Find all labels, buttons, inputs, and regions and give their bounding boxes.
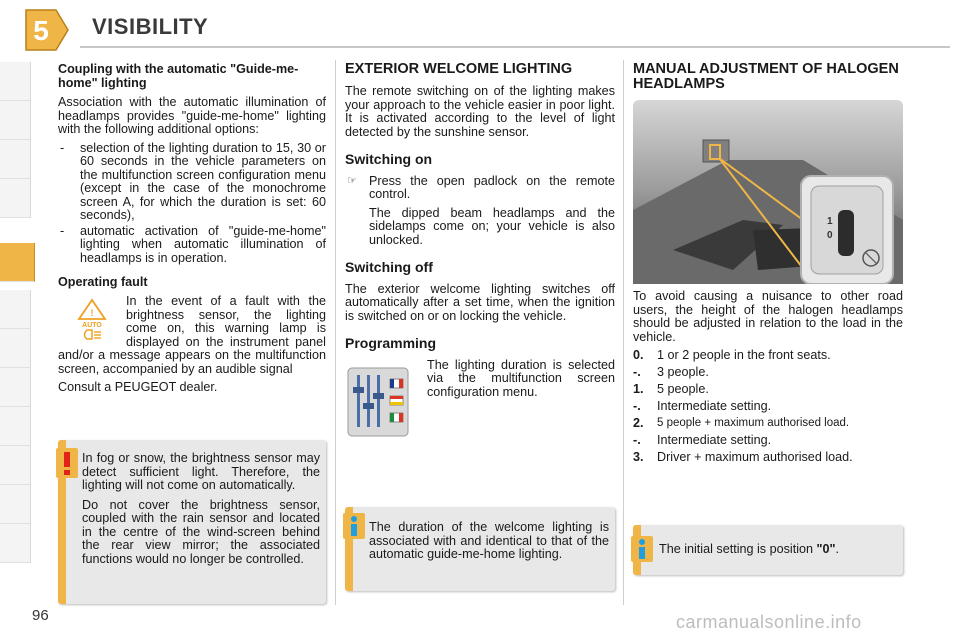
column-guide-me-home xyxy=(58,62,326,400)
consult-dealer-text: Consult a PEUGEOT dealer. xyxy=(58,380,218,394)
list-item: - selection of the lighting duration to 15, 30 or 60 seconds in the vehicle parameters on the multifunction screen configuration menu (except in the case of the monochrome screen A, for which the duration is set: 60 seconds), xyxy=(58,142,326,223)
side-tab-3[interactable] xyxy=(0,140,31,179)
exterior-welcome-intro: The remote switching on of the lighting makes your approach to the vehicle easier in poor light. It is activated according to the level of light detected by the sunshine sensor. xyxy=(345,84,615,139)
switching-on-step xyxy=(345,175,615,248)
info-icon xyxy=(631,536,653,562)
side-tab-4[interactable] xyxy=(0,179,31,218)
section-heading-programming: Programming xyxy=(345,335,437,351)
info-note-box xyxy=(345,507,615,591)
headlamp-adjustment-dial-image xyxy=(633,100,903,284)
page-number: 96 xyxy=(32,607,49,624)
svg-text:AUTO: AUTO xyxy=(82,322,102,329)
switching-off-text: The exterior welcome lighting switches off automatically after a set time, when the ignition is switched on or on locking the vehicle. xyxy=(345,281,615,323)
chapter-number: 5 xyxy=(33,15,49,46)
warning-exclamation-icon xyxy=(56,448,78,478)
page-title: VISIBILITY xyxy=(92,14,209,39)
list-item: 2. 5 people + maximum authorised load. xyxy=(633,416,850,430)
operating-fault-text: In the event of a fault with the brightness sensor, the lighting come on, this warning lamp is displayed on the instrument panel and/or a message appears on the multifunction screen, accompanied by an audible signal xyxy=(58,294,326,376)
list-item: - automatic activation of "guide-me-home" lighting when automatic illumination of headlamps is in operation. xyxy=(58,225,326,266)
side-tab-11[interactable] xyxy=(0,485,31,524)
list-item: 3. Driver + maximum authorised load. xyxy=(633,450,853,464)
column-halogen-adjustment xyxy=(633,62,903,100)
section-heading-guide-me-home: Coupling with the automatic "Guide-me-home" lighting xyxy=(58,62,299,90)
side-tab-12[interactable] xyxy=(0,524,31,563)
list-item: -. Intermediate setting. xyxy=(633,399,772,413)
side-tab-1[interactable] xyxy=(0,62,31,101)
list-item: -. Intermediate setting. xyxy=(633,433,772,447)
initial-setting-note-box xyxy=(633,525,903,575)
warning-note-box xyxy=(58,440,326,604)
multifunction-screen-menu-icon xyxy=(347,367,409,437)
side-tab-active-chapter-5[interactable] xyxy=(0,243,35,282)
svg-text:!: ! xyxy=(90,308,94,318)
section-heading-switching-off: Switching off xyxy=(345,259,433,275)
halogen-adjustment-body xyxy=(633,290,903,468)
warning-note-paragraph: Do not cover the brightness sensor, coupled with the rain sensor and located in the centre of the wind-screen behind the rear view mirror; the associated functions would no longer be controlled. xyxy=(82,497,320,566)
side-tab-6[interactable] xyxy=(0,290,31,329)
section-heading-operating-fault: Operating fault xyxy=(58,275,148,289)
side-tab-9[interactable] xyxy=(0,407,31,446)
list-item: 1. 5 people. xyxy=(633,382,709,396)
section-heading-halogen-adjustment: MANUAL ADJUSTMENT OF HALOGEN HEADLAMPS xyxy=(633,61,899,92)
halogen-adjustment-intro: To avoid causing a nuisance to other road users, the height of the halogen headlamps should be adjusted in relation to the load in the vehicle. xyxy=(633,289,903,344)
initial-setting-value: "0" xyxy=(816,542,836,556)
section-heading-exterior-welcome: EXTERIOR WELCOME LIGHTING xyxy=(345,61,573,77)
switching-on-instruction: Press the open padlock on the remote control. xyxy=(369,173,615,201)
guide-me-home-intro: Association with the automatic illumination of headlamps provides "guide-me-home" lighting with the following additional options: xyxy=(58,95,326,136)
initial-setting-note-content: The initial setting is position "0". xyxy=(659,542,839,556)
initial-setting-text: The initial setting is position xyxy=(659,542,817,556)
padlock-bullet-icon: ☞ xyxy=(347,174,357,187)
info-note-content xyxy=(369,521,609,568)
programming-block xyxy=(345,359,615,400)
info-note-text: The duration of the welcome lighting is associated with and identical to that of the automatic guide-me-home lighting. xyxy=(369,520,609,561)
switching-on-result: The dipped beam headlamps and the sidelamps come on; your vehicle is also unlocked. xyxy=(369,205,615,247)
chapter-badge-icon xyxy=(22,6,70,54)
watermark: carmanualsonline.info xyxy=(676,612,862,632)
programming-text: The lighting duration is selected via the multifunction screen configuration menu. xyxy=(427,357,615,399)
guide-me-home-options xyxy=(58,142,326,266)
info-icon xyxy=(343,513,365,539)
warning-note-paragraph: In fog or snow, the brightness sensor may detect sufficient light. Therefore, the lighting will not come on automatically. xyxy=(82,451,320,492)
warning-note-content xyxy=(82,452,320,572)
dial-label-0: 0 xyxy=(827,230,833,241)
header-divider xyxy=(80,46,950,48)
side-tab-8[interactable] xyxy=(0,368,31,407)
headlamp-height-levels xyxy=(633,349,903,465)
section-heading-switching-on: Switching on xyxy=(345,151,433,167)
column-divider xyxy=(335,60,336,605)
dial-label-1: 1 xyxy=(827,216,833,227)
column-divider xyxy=(623,60,624,605)
list-item: -. 3 people. xyxy=(633,365,709,379)
side-tab-10[interactable] xyxy=(0,446,31,485)
side-tab-7[interactable] xyxy=(0,329,31,368)
side-tab-2[interactable] xyxy=(0,101,31,140)
column-exterior-welcome xyxy=(345,62,615,441)
list-item: 0. 1 or 2 people in the front seats. xyxy=(633,348,831,362)
auto-lamp-warning-icon xyxy=(70,297,114,341)
